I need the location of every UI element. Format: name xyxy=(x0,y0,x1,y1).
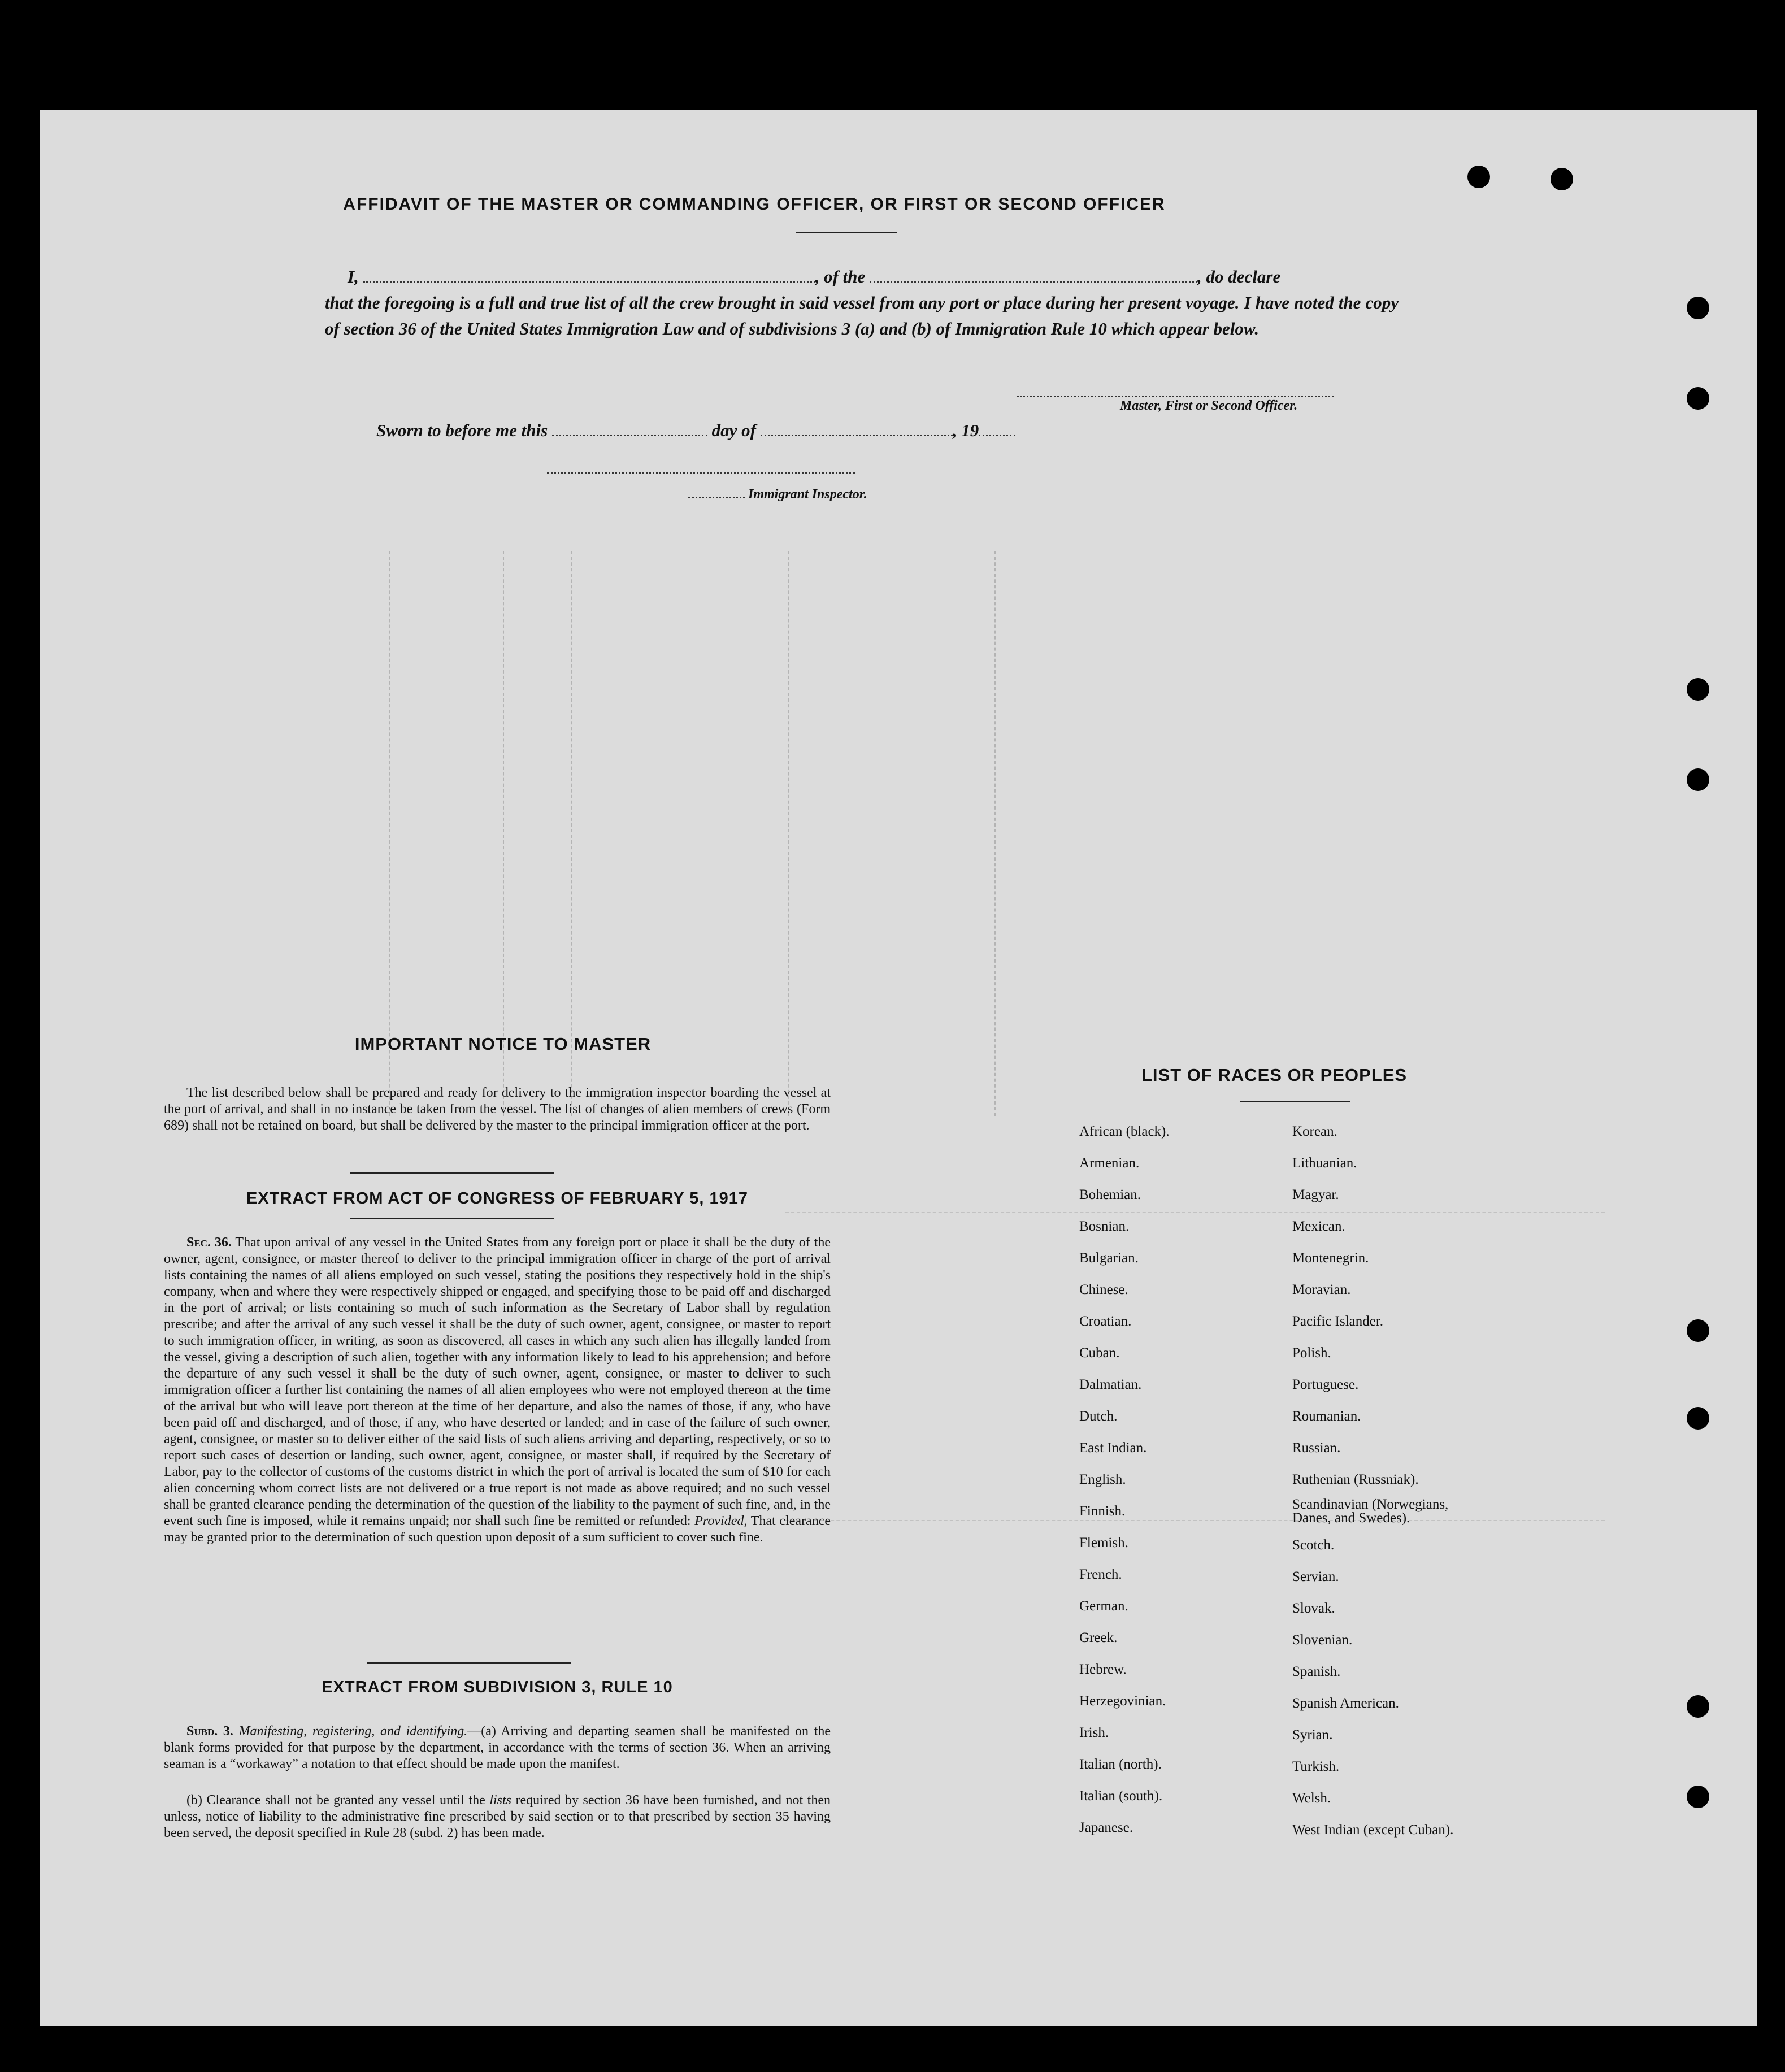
punch-hole xyxy=(1687,1407,1709,1430)
race-item: Italian (north). xyxy=(1079,1757,1162,1772)
bleed-through-line xyxy=(785,1212,1605,1213)
affidavit-title: AFFIDAVIT OF THE MASTER OR COMMANDING OFFICER, OR FIRST OR SECOND OFFICER xyxy=(343,195,1166,214)
race-item: Ruthenian (Russniak). xyxy=(1292,1472,1419,1487)
race-item: Flemish. xyxy=(1079,1535,1128,1550)
race-item: Chinese. xyxy=(1079,1282,1128,1297)
race-item: West Indian (except Cuban). xyxy=(1292,1822,1454,1838)
race-item: Lithuanian. xyxy=(1292,1156,1357,1171)
punch-hole xyxy=(1687,297,1709,319)
race-item: African (black). xyxy=(1079,1124,1170,1139)
race-item: Scotch. xyxy=(1292,1537,1335,1553)
race-item: Spanish. xyxy=(1292,1664,1341,1679)
races-left-column xyxy=(1079,1116,1170,1844)
bleed-through-line xyxy=(785,1520,1605,1521)
master-name-field[interactable] xyxy=(363,265,815,283)
race-item: Moravian. xyxy=(1292,1282,1351,1297)
race-item: Pacific Islander. xyxy=(1292,1314,1384,1329)
rule-subd-3b: (b) Clearance shall not be granted any vessel until the lists required by section 36 have been furnished, and not then unless, notice of liability to the administrative fine prescribed by said section or to that prescribed by section 35 having been served, the deposit specified in Rule 28 (subd. 2) has been made. xyxy=(164,1793,831,1840)
race-item: Syrian. xyxy=(1292,1727,1333,1743)
race-item: Finnish. xyxy=(1079,1504,1126,1519)
race-item: Magyar. xyxy=(1292,1187,1339,1202)
declaration-line-1: I, , of the , do declare xyxy=(325,264,1399,290)
race-item: Croatian. xyxy=(1079,1314,1132,1329)
punch-hole xyxy=(1687,1695,1709,1718)
punch-hole xyxy=(1687,1319,1709,1342)
race-item: Bosnian. xyxy=(1079,1219,1130,1234)
race-item: Japanese. xyxy=(1079,1820,1133,1835)
signature-line[interactable] xyxy=(1017,396,1334,397)
signature-label: Master, First or Second Officer. xyxy=(1120,398,1298,413)
punch-hole xyxy=(1467,166,1490,188)
bleed-through-line xyxy=(571,551,572,1116)
race-item: Montenegrin. xyxy=(1292,1250,1369,1266)
race-item: Cuban. xyxy=(1079,1345,1120,1361)
race-item: Servian. xyxy=(1292,1569,1339,1584)
act-section-36: Sec. 36. That upon arrival of any vessel in the United States from any foreign port or place it shall be the duty of the owner, agent, consignee, or master thereof to deliver to the principal immigration officer in charge of the port of arrival lists containing the names of all aliens employed on such vessel, stating the positions they respectively hold in the ship's company, when and where they were respectively shipped or engaged, and specifying those to be paid off and discharged in the port of arrival; or lists containing so much of such information as the Secretary of Labor shall by regulation prescribe; and after the arrival of any such vessel it shall be the duty of such owner, agent, consignee, or master to report to such immigration officer, in writing, as soon as discovered, all cases in which any such alien has illegally landed from the vessel, giving a description of such alien, together with any information likely to lead to his apprehension; and before the departure of any such vessel it shall be the duty of such owner, agent, consignee, or master to deliver to such immigration officer a further list containing the names of all alien employees who were not employed thereon at the time of the arrival but who will leave port thereon at the time of her departure, and also the names of those, if any, who have been paid off and discharged, and of those, if any, who have deserted or landed; and in case of the failure of such owner, agent, consignee, or master so to deliver either of the said lists of such aliens arriving and departing, respectively, or so to report such cases of desertion or landing, such owner, agent, consignee, or master shall, if required by the Secretary of Labor, pay to the collector of customs of the customs district in which the port of arrival is located the sum of $10 for each alien concerning whom correct lists are not delivered or a true report is not made as above required; and no such vessel shall be granted clearance pending the determination of the question of the liability to the payment of such fine, and, in the event such fine is imposed, while it remains unpaid; nor shall such fine be remitted or refunded: Provided, That clearance may be granted prior to the determination of such question upon deposit of a sum sufficient to cover such fine. xyxy=(164,1235,831,1545)
race-item: Slovak. xyxy=(1292,1601,1335,1616)
race-item: Roumanian. xyxy=(1292,1409,1361,1424)
race-item: Portuguese. xyxy=(1292,1377,1359,1392)
races-right-column xyxy=(1292,1116,1479,1846)
race-item: Russian. xyxy=(1292,1440,1341,1456)
sworn-line: Sworn to before me this day of , 19 xyxy=(376,419,1015,441)
rule-title: EXTRACT FROM SUBDIVISION 3, RULE 10 xyxy=(322,1678,673,1696)
race-item: Polish. xyxy=(1292,1345,1331,1361)
race-item: Turkish. xyxy=(1292,1759,1340,1774)
race-item: Hebrew. xyxy=(1079,1662,1127,1677)
inspector-signature-line[interactable] xyxy=(547,472,855,474)
race-item: Mexican. xyxy=(1292,1219,1345,1234)
vessel-name-field[interactable] xyxy=(870,265,1197,283)
race-item: Dalmatian. xyxy=(1079,1377,1142,1392)
sworn-date-field[interactable] xyxy=(552,419,707,436)
races-title: LIST OF RACES OR PEOPLES xyxy=(1141,1065,1408,1085)
bleed-through-line xyxy=(389,551,390,1116)
races-underline xyxy=(1240,1101,1350,1102)
punch-hole xyxy=(1687,678,1709,701)
punch-hole xyxy=(1687,1786,1709,1808)
section-divider xyxy=(367,1662,571,1664)
bleed-through-line xyxy=(994,551,996,1116)
bleed-through-line xyxy=(503,551,504,1116)
punch-hole xyxy=(1551,168,1573,190)
race-item: German. xyxy=(1079,1598,1128,1614)
race-item: Welsh. xyxy=(1292,1791,1331,1806)
bleed-through-line xyxy=(788,551,789,1116)
rule-subd-3a: Subd. 3. Manifesting, registering, and identifying.—(a) Arriving and departing seamen shall be manifested on the blank forms provided for that purpose by the department, in accordance with the terms of section 36. When an arriving seaman is a “workaway” a notation to that effect should be made upon the manifest. xyxy=(164,1724,831,1771)
race-item: Herzegovinian. xyxy=(1079,1693,1166,1709)
race-item: Bohemian. xyxy=(1079,1187,1141,1202)
race-item: Italian (south). xyxy=(1079,1788,1163,1804)
race-item: Slovenian. xyxy=(1292,1632,1353,1648)
race-item: Irish. xyxy=(1079,1725,1109,1740)
section-divider xyxy=(350,1172,554,1174)
inspector-dots xyxy=(688,486,745,498)
sworn-month-field[interactable] xyxy=(761,419,953,436)
race-item: Dutch. xyxy=(1079,1409,1118,1424)
affidavit-declaration xyxy=(325,264,1399,342)
act-title: EXTRACT FROM ACT OF CONGRESS OF FEBRUARY 5, 1917 xyxy=(246,1189,749,1207)
race-item: East Indian. xyxy=(1079,1440,1147,1456)
race-item: Scandinavian (Norwegians, Danes, and Swedes). xyxy=(1292,1497,1449,1526)
punch-hole xyxy=(1687,387,1709,410)
section-divider xyxy=(350,1218,554,1219)
race-item: English. xyxy=(1079,1472,1126,1487)
manifest-page xyxy=(40,110,1757,2026)
notice-body: The list described below shall be prepared and ready for delivery to the immigration inspector boarding the vessel at the port of arrival, and shall in no instance be taken from the vessel. The list of changes of alien members of crews (Form 689) shall not be retained on board, but shall be delivered by the master to the principal immigration officer at the port. xyxy=(164,1085,831,1133)
race-item: French. xyxy=(1079,1567,1122,1582)
race-item: Bulgarian. xyxy=(1079,1250,1139,1266)
race-item: Spanish American. xyxy=(1292,1696,1399,1711)
inspector-line: Immigrant Inspector. xyxy=(688,486,867,502)
title-underline xyxy=(796,232,897,233)
race-item: Korean. xyxy=(1292,1124,1337,1139)
race-item: Greek. xyxy=(1079,1630,1118,1645)
race-item: Armenian. xyxy=(1079,1156,1140,1171)
notice-title: IMPORTANT NOTICE TO MASTER xyxy=(354,1034,652,1054)
punch-hole xyxy=(1687,768,1709,791)
declaration-text: that the foregoing is a full and true list of all the crew brought in said vessel from any port or place during her present voyage. I have noted the copy of section 36 of the United States Immigration Law and of subdivisions 3 (a) and (b) of Immigration Rule 10 which appear below. xyxy=(325,293,1399,338)
sworn-year-field[interactable] xyxy=(979,419,1015,436)
